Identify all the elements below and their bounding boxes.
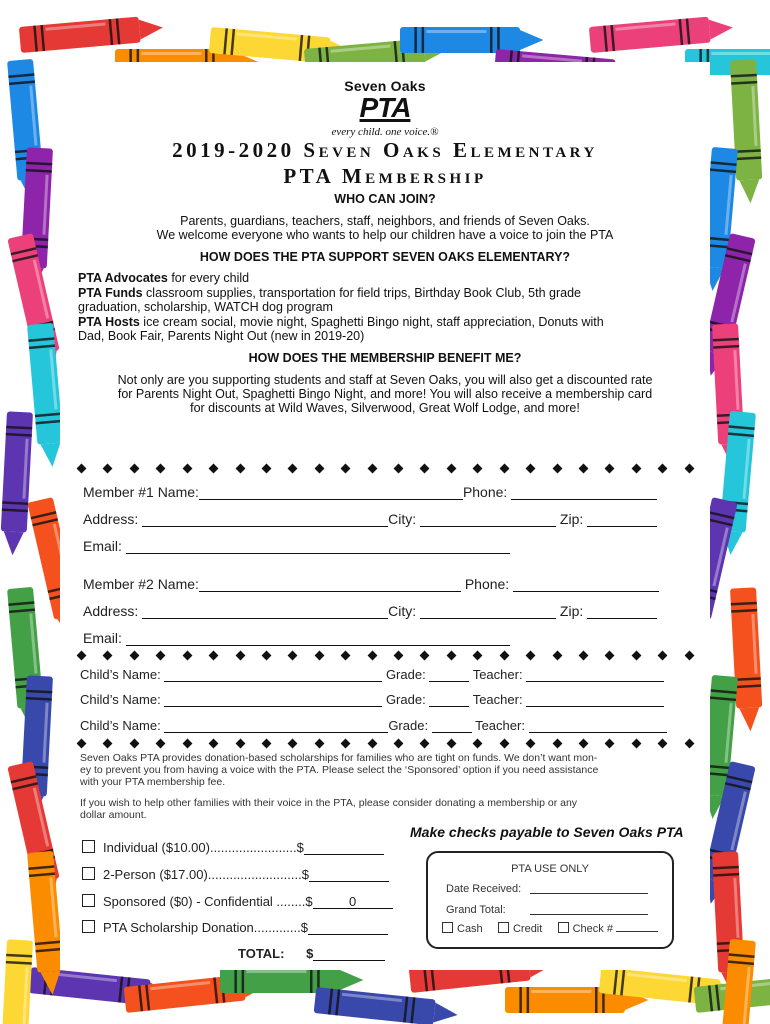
- benefit-heading: HOW DOES THE MEMBERSHIP BENEFIT ME?: [248, 351, 522, 365]
- support-heading: HOW DOES THE PTA SUPPORT SEVEN OAKS ELEMENTARY?: [199, 250, 571, 264]
- teacher-label: Teacher:: [472, 692, 523, 707]
- member1-email-field[interactable]: [126, 539, 510, 554]
- amount-field[interactable]: [309, 867, 389, 882]
- crayon: [220, 967, 363, 993]
- child-label: Child’s Name:: [80, 692, 161, 707]
- divider-diamond: [394, 651, 404, 661]
- divider-diamond: [341, 464, 351, 474]
- scholarship-p1-b: ey to prevent you from having a voice with the PTA. Please select the ‘Sponsored’ option if you need assistance: [80, 764, 599, 776]
- divider-diamond: [526, 651, 536, 661]
- total-field[interactable]: [313, 946, 385, 961]
- divider-diamond: [288, 464, 298, 474]
- divider-diamond: [658, 651, 668, 661]
- divider-diamond: [499, 464, 509, 474]
- child-name-field[interactable]: [164, 667, 382, 682]
- child-name-field[interactable]: [164, 718, 388, 733]
- divider-diamond: [552, 739, 562, 749]
- divider-diamond: [473, 464, 483, 474]
- amount-field[interactable]: [304, 840, 384, 855]
- scholarship-p2-b: dollar amount.: [80, 809, 147, 821]
- divider-diamond: [579, 739, 589, 749]
- scholarship-p1-a: Seven Oaks PTA provides donation-based scholarships for families who are tight on funds. We don’t want mon-: [80, 752, 598, 764]
- teacher-field[interactable]: [526, 692, 664, 707]
- crayon: [589, 15, 734, 53]
- divider-diamond: [182, 464, 192, 474]
- child-label: Child’s Name:: [80, 718, 161, 733]
- divider-diamond: [77, 464, 87, 474]
- option-sponsored[interactable]: [82, 894, 393, 909]
- divider-diamond: [156, 464, 166, 474]
- divider-diamond: [552, 464, 562, 474]
- flyer-subtitle: PTA Membership: [283, 164, 487, 188]
- divider-diamond: [605, 651, 615, 661]
- grand-total-row: [446, 904, 506, 916]
- member1-row: [83, 484, 657, 500]
- divider-diamond: [394, 739, 404, 749]
- diamond-divider: [78, 740, 693, 747]
- grade-field[interactable]: [429, 692, 469, 707]
- divider-diamond: [77, 739, 87, 749]
- divider-diamond: [129, 651, 139, 661]
- divider-diamond: [288, 739, 298, 749]
- divider-diamond: [314, 651, 324, 661]
- member1-label: Member #1 Name:: [83, 484, 199, 500]
- divider-diamond: [341, 739, 351, 749]
- member2-name-field[interactable]: [199, 577, 461, 592]
- child-row: [80, 667, 664, 682]
- divider-diamond: [394, 464, 404, 474]
- grade-label: Grade:: [388, 718, 429, 733]
- crayon: [400, 27, 543, 53]
- advocates-label: PTA Advocates: [78, 271, 168, 285]
- divider-diamond: [262, 464, 272, 474]
- member2-label: Member #2 Name:: [83, 576, 199, 592]
- divider-diamond: [658, 464, 668, 474]
- divider-diamond: [473, 739, 483, 749]
- checkbox[interactable]: [82, 867, 95, 880]
- hosts-text-1: ice cream social, movie night, Spaghetti Bingo night, staff appreciation, Donuts with: [139, 315, 604, 329]
- crayon: [19, 15, 164, 53]
- divider-diamond: [552, 651, 562, 661]
- divider-diamond: [103, 651, 113, 661]
- check-number-field[interactable]: [616, 931, 658, 932]
- member2-row: [83, 576, 659, 592]
- member1-city-field[interactable]: [420, 512, 556, 527]
- email-label: Email:: [83, 630, 122, 646]
- city-label: City:: [388, 603, 417, 619]
- pta-use-only-box: [426, 851, 674, 949]
- grand-total-field[interactable]: [530, 914, 648, 915]
- grade-label: Grade:: [385, 667, 426, 682]
- who-line-1: Parents, guardians, teachers, staff, neighbors, and friends of Seven Oaks.: [180, 214, 590, 228]
- option-label: Sponsored ($0) - Confidential ........$: [103, 894, 313, 909]
- divider-diamond: [314, 739, 324, 749]
- divider-diamond: [156, 651, 166, 661]
- zip-label: Zip:: [559, 603, 584, 619]
- divider-diamond: [684, 739, 694, 749]
- child-label: Child’s Name:: [80, 667, 161, 682]
- divider-diamond: [235, 739, 245, 749]
- crayon: [314, 987, 459, 1024]
- member2-city-field[interactable]: [420, 604, 556, 619]
- option-scholarship-donation[interactable]: [82, 920, 388, 935]
- teacher-label: Teacher:: [475, 718, 525, 733]
- divider-diamond: [446, 651, 456, 661]
- divider-diamond: [631, 739, 641, 749]
- divider-diamond: [235, 464, 245, 474]
- member1-phone-label: Phone:: [462, 484, 508, 500]
- payment-type-row: [442, 922, 658, 935]
- address-label: Address:: [83, 603, 139, 619]
- member1-name-field[interactable]: [199, 485, 463, 500]
- divider-diamond: [262, 739, 272, 749]
- benefit-line-3: for discounts at Wild Waves, Silverwood, Great Wolf Lodge, and more!: [190, 401, 580, 415]
- member2-phone-field[interactable]: [513, 577, 659, 592]
- grade-label: Grade:: [385, 692, 426, 707]
- member1-address-field[interactable]: [142, 512, 388, 527]
- hosts-text-2: Dad, Book Fair, Parents Night Out (new in 2019-20): [78, 329, 365, 343]
- divider-diamond: [446, 464, 456, 474]
- email-label: Email:: [83, 538, 122, 554]
- diamond-divider: [78, 465, 693, 472]
- teacher-field[interactable]: [526, 667, 664, 682]
- logo-pta: PTA: [359, 92, 411, 123]
- hosts-label: PTA Hosts: [78, 315, 140, 329]
- benefit-line-2: for Parents Night Out, Spaghetti Bingo Night, and more! You will also receive a membership card: [117, 387, 653, 401]
- divider-diamond: [499, 651, 509, 661]
- child-row: [80, 692, 664, 707]
- divider-diamond: [209, 464, 219, 474]
- divider-diamond: [103, 739, 113, 749]
- funds-label: PTA Funds: [78, 286, 143, 300]
- grade-field[interactable]: [429, 667, 469, 682]
- amount-value: 0: [348, 894, 357, 909]
- divider-diamond: [288, 651, 298, 661]
- divider-diamond: [129, 739, 139, 749]
- divider-diamond: [367, 651, 377, 661]
- divider-diamond: [103, 464, 113, 474]
- divider-diamond: [182, 739, 192, 749]
- funds-text-1: classroom supplies, transportation for field trips, Birthday Book Club, 5th grade: [142, 286, 581, 300]
- who-line-2: We welcome everyone who wants to help our children have a voice to join the PTA: [156, 228, 614, 242]
- member1-email-row: [83, 538, 510, 554]
- pta-logo: [0, 78, 770, 138]
- option-label: PTA Scholarship Donation.............$: [103, 920, 308, 935]
- date-received-field[interactable]: [530, 893, 648, 894]
- support-funds: [78, 286, 581, 300]
- divider-diamond: [367, 739, 377, 749]
- option-individual[interactable]: [82, 840, 384, 855]
- crayon: [0, 411, 33, 556]
- address-label: Address:: [83, 511, 139, 527]
- divider-diamond: [605, 464, 615, 474]
- credit-checkbox[interactable]: [498, 922, 509, 933]
- divider-diamond: [605, 739, 615, 749]
- divider-diamond: [341, 651, 351, 661]
- child-name-field[interactable]: [164, 692, 382, 707]
- divider-diamond: [129, 464, 139, 474]
- member1-phone-field[interactable]: [511, 485, 657, 500]
- total-row: [238, 946, 385, 961]
- teacher-field[interactable]: [529, 718, 667, 733]
- flyer-title: 2019-2020 Seven Oaks Elementary: [172, 138, 598, 162]
- divider-diamond: [420, 651, 430, 661]
- who-heading: WHO CAN JOIN?: [334, 192, 436, 206]
- use-only-title: PTA USE ONLY: [511, 863, 589, 875]
- date-received-label: Date Received:: [446, 883, 522, 895]
- divider-diamond: [631, 651, 641, 661]
- cash-label: Cash: [457, 923, 483, 935]
- divider-diamond: [77, 651, 87, 661]
- advocates-text: for every child: [167, 271, 250, 285]
- credit-label: Credit: [512, 923, 543, 935]
- divider-diamond: [209, 651, 219, 661]
- total-dollar: $: [306, 946, 314, 961]
- amount-field[interactable]: [308, 920, 388, 935]
- teacher-label: Teacher:: [472, 667, 523, 682]
- option-label: Individual ($10.00)........................$: [103, 840, 304, 855]
- amount-field[interactable]: [313, 894, 393, 909]
- divider-diamond: [579, 464, 589, 474]
- divider-diamond: [182, 651, 192, 661]
- diamond-divider: [78, 652, 693, 659]
- checkbox[interactable]: [82, 920, 95, 933]
- logo-org: Seven Oaks: [344, 78, 426, 94]
- crayon: [0, 939, 33, 1024]
- date-received-row: [446, 883, 521, 895]
- city-label: City:: [388, 511, 417, 527]
- support-advocates: [78, 271, 249, 285]
- option-2-person[interactable]: [82, 867, 389, 882]
- grand-total-label: Grand Total:: [446, 904, 506, 916]
- checkbox[interactable]: [82, 840, 95, 853]
- divider-diamond: [579, 651, 589, 661]
- divider-diamond: [367, 464, 377, 474]
- divider-diamond: [526, 739, 536, 749]
- member2-address-row: [83, 603, 657, 619]
- divider-diamond: [420, 464, 430, 474]
- member2-email-row: [83, 630, 510, 646]
- scholarship-p1-c: with your PTA membership fee.: [80, 776, 226, 788]
- member2-address-field[interactable]: [142, 604, 388, 619]
- check-label: Check #: [572, 923, 613, 935]
- member2-zip-field[interactable]: [587, 604, 657, 619]
- support-hosts: [78, 315, 604, 329]
- divider-diamond: [446, 739, 456, 749]
- member1-zip-field[interactable]: [587, 512, 657, 527]
- scholarship-p2-a: If you wish to help other families with their voice in the PTA, please consider donating a membership or any: [80, 797, 578, 809]
- divider-diamond: [156, 739, 166, 749]
- total-label: TOTAL:: [238, 946, 285, 961]
- option-label: 2-Person ($17.00)..........................$: [103, 867, 309, 882]
- divider-diamond: [262, 651, 272, 661]
- divider-diamond: [314, 464, 324, 474]
- divider-diamond: [473, 651, 483, 661]
- funds-text-2: graduation, scholarship, WATCH dog program: [78, 300, 333, 314]
- divider-diamond: [499, 739, 509, 749]
- divider-diamond: [209, 739, 219, 749]
- member2-email-field[interactable]: [126, 631, 510, 646]
- divider-diamond: [420, 739, 430, 749]
- divider-diamond: [526, 464, 536, 474]
- checks-payable-note: Make checks payable to Seven Oaks PTA: [410, 824, 684, 840]
- benefit-line-1: Not only are you supporting students and staff at Seven Oaks, you will also get a discounted rate: [117, 373, 653, 387]
- check-checkbox[interactable]: [558, 922, 569, 933]
- divider-diamond: [684, 464, 694, 474]
- divider-diamond: [658, 739, 668, 749]
- divider-diamond: [235, 651, 245, 661]
- child-row: [80, 718, 667, 733]
- divider-diamond: [684, 651, 694, 661]
- member1-address-row: [83, 511, 657, 527]
- divider-diamond: [631, 464, 641, 474]
- checkbox[interactable]: [82, 894, 95, 907]
- cash-checkbox[interactable]: [442, 922, 453, 933]
- zip-label: Zip:: [559, 511, 584, 527]
- grade-field[interactable]: [432, 718, 472, 733]
- member2-phone-label: Phone:: [464, 576, 510, 592]
- logo-tagline: every child. one voice.®: [331, 126, 439, 138]
